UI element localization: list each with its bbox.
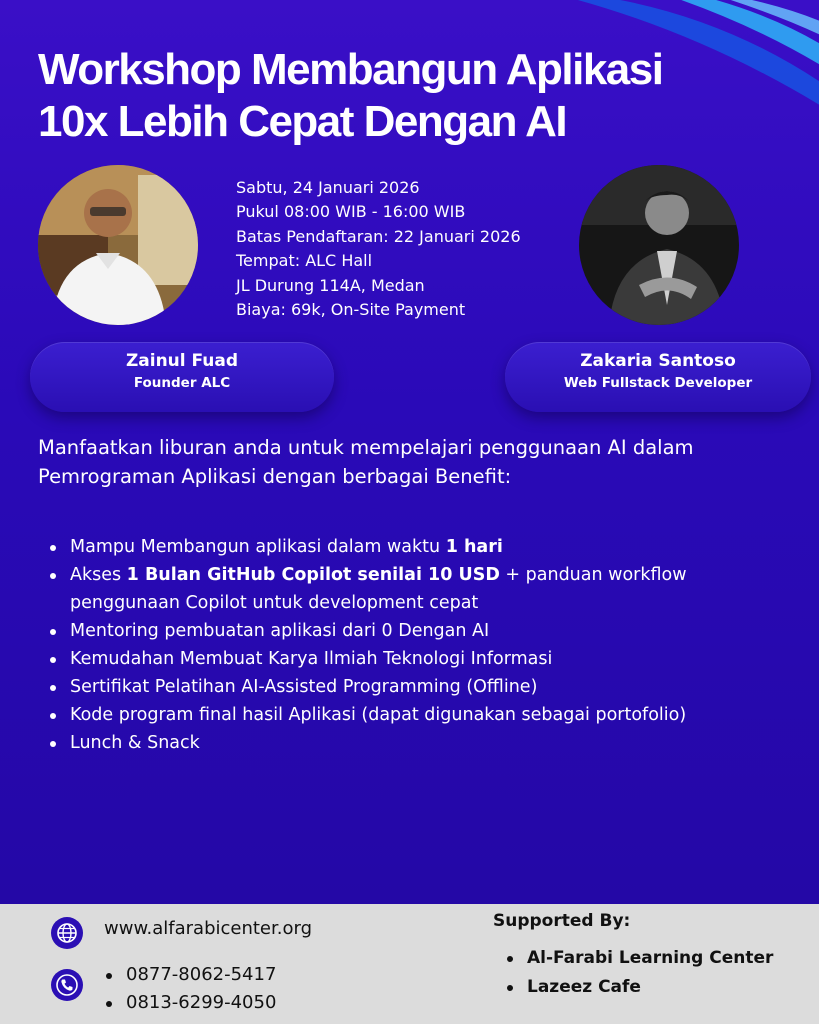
- event-fee: Biaya: 69k, On-Site Payment: [236, 300, 466, 320]
- phone-number[interactable]: 0813-6299-4050: [104, 989, 276, 1017]
- speaker-name: Zainul Fuad: [125, 351, 239, 371]
- speaker-role: Founder ALC: [133, 375, 231, 391]
- benefit-item: Lunch & Snack: [48, 729, 768, 757]
- benefit-item: Kemudahan Membuat Karya Ilmiah Teknologi Informasi: [48, 645, 768, 673]
- page-title: [38, 44, 798, 148]
- footer: [0, 904, 819, 1024]
- benefit-item: Akses 1 Bulan GitHub Copilot senilai 10 USD + panduan workflow penggunaan Copilot untuk development cepat: [48, 561, 768, 617]
- benefit-item: Sertifikat Pelatihan AI-Assisted Programming (Offline): [48, 673, 768, 701]
- benefit-item: Mentoring pembuatan aplikasi dari 0 Dengan AI: [48, 617, 768, 645]
- speaker-photo-zainul: [38, 165, 198, 325]
- supporters-list: [505, 944, 773, 1002]
- intro-text: Manfaatkan liburan anda untuk mempelajari penggunaan AI dalam Pemrograman Aplikasi dengan berbagai Benefit:: [38, 436, 694, 488]
- benefit-item: Kode program final hasil Aplikasi (dapat digunakan sebagai portofolio): [48, 701, 768, 729]
- benefit-item: Mampu Membangun aplikasi dalam waktu 1 hari: [48, 533, 768, 561]
- registration-deadline: Batas Pendaftaran: 22 Januari 2026: [236, 226, 521, 246]
- speaker-card-zainul: [30, 342, 334, 412]
- event-date: Sabtu, 24 Januari 2026: [236, 178, 420, 197]
- phone-icon: [51, 969, 83, 1001]
- phone-number[interactable]: 0877-8062-5417: [104, 961, 276, 989]
- speaker-photo-zakaria: [579, 165, 739, 325]
- phone-list: [104, 961, 276, 1017]
- speaker-role: Web Fullstack Developer: [563, 375, 753, 391]
- supported-by-heading: Supported By:: [493, 911, 631, 931]
- speaker-name: Zakaria Santoso: [580, 351, 736, 371]
- event-time: Pukul 08:00 WIB - 16:00 WIB: [236, 202, 466, 222]
- title-line-2: 10x Lebih Cepat Dengan AI: [38, 97, 567, 146]
- event-info: [236, 176, 576, 322]
- supporter-item: Al-Farabi Learning Center: [505, 944, 773, 973]
- website-link[interactable]: www.alfarabicenter.org: [104, 918, 312, 939]
- speaker-card-zakaria: [505, 342, 811, 412]
- event-venue: Tempat: ALC Hall: [236, 251, 373, 271]
- benefits-list: [48, 533, 768, 757]
- supporter-item: Lazeez Cafe: [505, 973, 773, 1002]
- globe-icon: [51, 917, 83, 949]
- title-line-1: Workshop Membangun Aplikasi: [38, 45, 663, 94]
- event-address: JL Durung 114A, Medan: [236, 275, 425, 295]
